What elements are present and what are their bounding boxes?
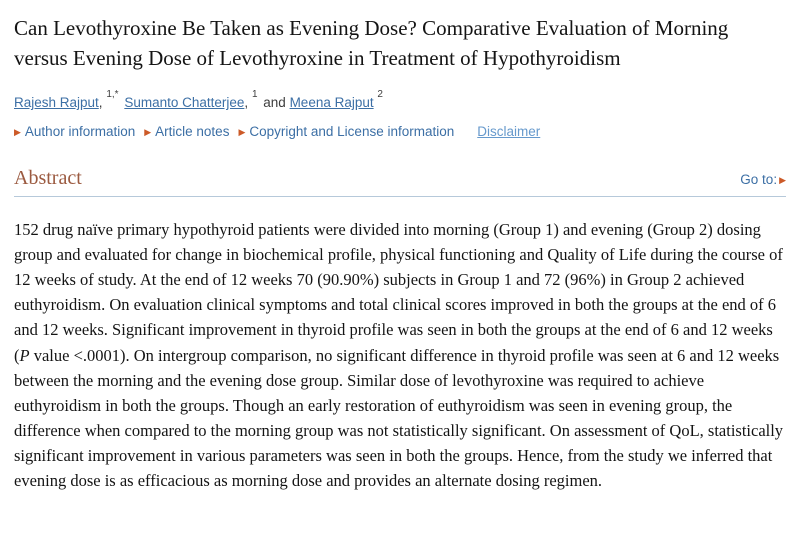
- abstract-text-segment: 152 drug naïve primary hypothyroid patients were divided into morning (Group 1) and evening (Group 2) dosing group and evaluated for change in biochemical profile, physical functioning and Quality of Life during the course of 12 weeks of study. At the end of 12 weeks 70 (90.90%) subjects in Group 1 and 72 (96%) in Group 2 achieved euthyroidism. On evaluation clinical symptoms and total clinical scores improved in both the groups at the end of 6 and 12 weeks. Significant improvement in thyroid profile was seen in both the groups at the end of 6 and 12 weeks (: [14, 220, 783, 365]
- author-affiliation-sup: 2: [377, 89, 383, 101]
- abstract-section-header: [14, 167, 786, 190]
- author-affiliation-sup: 1,*: [106, 89, 119, 101]
- author-link-rajesh-rajput[interactable]: Rajesh Rajput: [14, 95, 99, 111]
- article-notes-link[interactable]: Article notes: [155, 123, 230, 139]
- author-affiliation-sup: 1: [251, 89, 258, 101]
- info-item: [238, 124, 454, 139]
- go-to-label: Go to:: [740, 172, 778, 188]
- abstract-text-segment: value <.0001). On intergroup comparison, no significant difference in thyroid profile was seen at 6 and 12 weeks between the morning and the evening dose group. Similar dose of levothyroxine was required to achieve euthyroidism in both the groups. Though an early restoration of euthyroidism was seen in evening group, the difference when compared to the morning group was not statistically significant. On assessment of QoL, statistically significant improvement in various parameters was seen in both the groups. Hence, from the study we inferred that evening dose is as efficacious as morning dose and provides an alternate dosing regimen.: [14, 345, 784, 490]
- author-line: [14, 89, 786, 112]
- disclaimer-link[interactable]: Disclaimer: [477, 123, 541, 139]
- author-conjunction: and: [263, 95, 286, 111]
- article-info-links: [14, 123, 786, 141]
- abstract-heading: Abstract: [14, 167, 82, 190]
- article-title: Can Levothyroxine Be Taken as Evening Dose? Comparative Evaluation of Morning versus Evening Dose of Levothyroxine in Treatment of Hypothyroidism: [14, 16, 729, 71]
- p-value-variable: P: [19, 345, 30, 365]
- section-divider: [14, 196, 786, 197]
- triangle-bullet-icon: ▶: [14, 126, 21, 137]
- article-page: [0, 13, 800, 537]
- author-separator: ,: [98, 95, 103, 111]
- author-link-sumanto-chatterjee[interactable]: Sumanto Chatterjee: [124, 95, 245, 111]
- author-information-link[interactable]: Author information: [24, 123, 136, 139]
- abstract-paragraph: [14, 217, 786, 493]
- author-separator: ,: [244, 95, 249, 111]
- triangle-bullet-icon: ▶: [144, 126, 152, 137]
- triangle-bullet-icon: ▶: [238, 126, 246, 137]
- info-item: [14, 124, 135, 139]
- go-to-link[interactable]: [740, 172, 786, 187]
- copyright-license-link[interactable]: Copyright and License information: [249, 123, 455, 139]
- info-item: [144, 124, 229, 139]
- author-link-meena-rajput[interactable]: Meena Rajput: [289, 95, 374, 111]
- go-to-arrow-icon: ▶: [779, 175, 786, 186]
